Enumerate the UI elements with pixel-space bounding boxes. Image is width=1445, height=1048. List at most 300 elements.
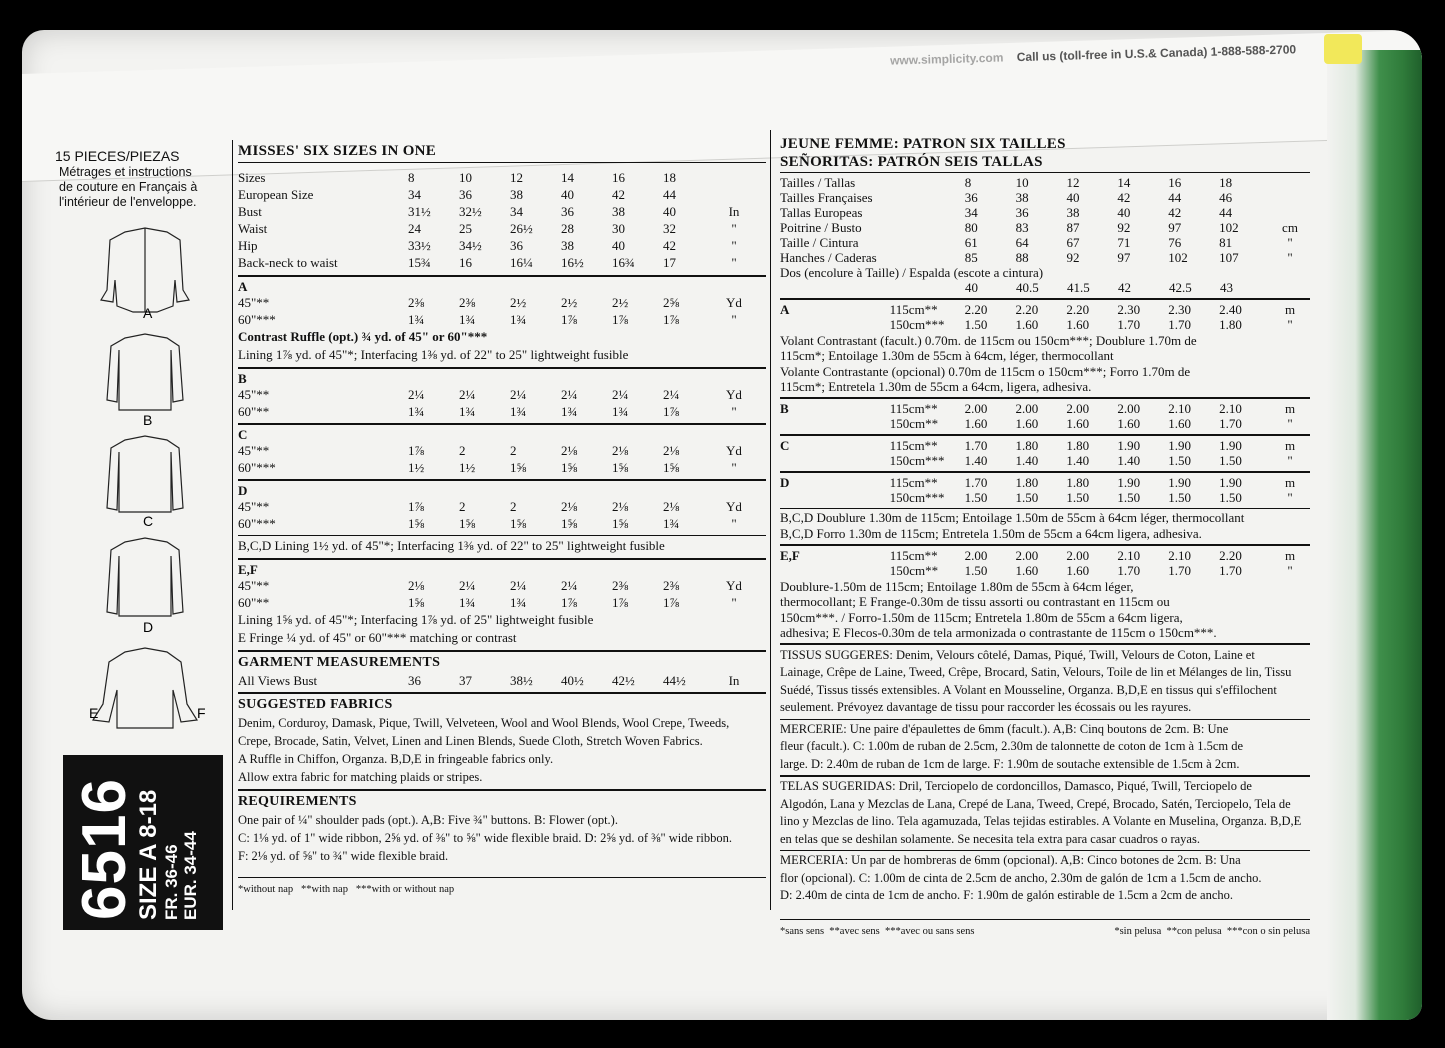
table-cell: " xyxy=(731,516,737,531)
table-cell: 2½ xyxy=(510,295,527,310)
table-cell: 2¼ xyxy=(561,387,578,402)
table-cell: 1⅝ xyxy=(561,516,578,531)
table-cell xyxy=(714,169,754,186)
telas-sugeridas xyxy=(780,778,1310,848)
table-row xyxy=(780,250,1310,265)
table-cell: 37 xyxy=(459,673,472,688)
table-row xyxy=(780,416,1310,432)
table-cell: 1.60 xyxy=(1168,416,1191,431)
table-cell: 2.10 xyxy=(1168,547,1191,563)
table-cell: 1.40 xyxy=(1117,453,1141,468)
table-row xyxy=(238,186,754,203)
table-cell: m xyxy=(1284,400,1296,416)
table-cell: " xyxy=(731,312,737,327)
table-cell: 43 xyxy=(1220,280,1233,295)
table-cell: 1¾ xyxy=(459,404,476,419)
table-cell: 14 xyxy=(561,170,574,185)
row-label: 45"** xyxy=(238,295,270,310)
table-row xyxy=(238,403,754,420)
text-line: TELAS SUGERIDAS: Dril, Terciopelo de cordoncillos, Damasco, Piqué, Twill, Terciopelo de xyxy=(780,779,1252,793)
rule xyxy=(780,919,1310,920)
table-cell: " xyxy=(731,255,737,270)
rule xyxy=(780,643,1310,645)
table-row xyxy=(780,438,1310,454)
table-cell: 1.90 xyxy=(1168,437,1191,453)
rule xyxy=(780,397,1310,399)
row-label: 115cm** xyxy=(889,547,938,563)
table-cell: 32 xyxy=(663,221,676,236)
size-table xyxy=(238,169,754,271)
table-cell: 2⅛ xyxy=(408,578,425,593)
view-label: D xyxy=(780,474,790,490)
table-cell: 1.60 xyxy=(1015,317,1039,332)
table-cell: 1.80 xyxy=(1219,317,1242,332)
table-row xyxy=(238,498,754,515)
table-cell: 102 xyxy=(1168,250,1188,265)
text-line: One pair of ¼" shoulder pads (opt.). A,B: Five ¾" buttons. B: Flower (opt.). xyxy=(238,813,618,827)
view-label: B xyxy=(238,371,247,386)
table-cell: 40 xyxy=(1066,190,1080,205)
text-line: Algodón, Lana y Mezclas de Lana, Crepé de Lana, Tweed, Crepé, Brocado, Satén, Terciopelo, Tela de xyxy=(780,796,1291,811)
table-cell: 1¾ xyxy=(561,404,578,419)
view-label: C xyxy=(780,437,790,453)
table-cell: " xyxy=(1287,250,1293,265)
table-cell: " xyxy=(731,238,737,253)
table-cell: 1.70 xyxy=(1219,416,1242,431)
text-line: C: 1⅛ yd. of 1" wide ribbon, 2⅝ yd. of ⅜" to ⅝" wide flexible braid. D: 2⅝ yd. of ⅜" wide ribbon. xyxy=(238,831,732,845)
row-label: 45"** xyxy=(238,387,270,402)
fabrics-title: SUGGESTED FABRICS xyxy=(238,697,393,712)
text-line: MERCERIE: Une paire d'épaulettes de 6mm (facult.). A,B: Cinq boutons de 2cm. B: Une xyxy=(780,721,1229,736)
table-cell: 40 xyxy=(1117,205,1131,220)
table-row xyxy=(238,577,754,594)
metric-ef-notes xyxy=(780,579,1310,641)
table-cell: 2.10 xyxy=(1168,400,1191,416)
table-cell: 76 xyxy=(1168,235,1182,250)
table-cell: 1.70 xyxy=(1117,317,1141,332)
table-row xyxy=(780,490,1310,506)
row-label: Taille / Cintura xyxy=(780,235,859,250)
table-cell: 1⅝ xyxy=(612,516,629,531)
table-row xyxy=(780,280,1271,296)
table-cell: 1¾ xyxy=(408,312,425,327)
back-length-table xyxy=(780,280,1271,296)
table-cell: 36 xyxy=(408,673,421,688)
pattern-number: 6516 xyxy=(70,778,139,920)
table-cell: 42 xyxy=(1168,205,1182,220)
table-cell: 1⅝ xyxy=(408,595,425,610)
table-row xyxy=(238,203,754,220)
table-cell: 34 xyxy=(964,205,978,220)
table-cell: 1.50 xyxy=(964,563,988,578)
table-cell: 2¼ xyxy=(510,578,527,593)
table-cell: 18 xyxy=(1219,175,1233,190)
table-cell: 1.60 xyxy=(964,416,988,431)
row-label: Back-neck to waist xyxy=(238,255,338,270)
table-cell: " xyxy=(1287,317,1293,332)
spacer xyxy=(780,280,965,296)
table-cell: 2¼ xyxy=(459,578,476,593)
table-cell: " xyxy=(1287,416,1293,431)
table-cell: 36 xyxy=(1015,205,1029,220)
table-cell: 1¾ xyxy=(510,312,527,327)
view-label-c: C xyxy=(143,513,154,529)
view-label: A xyxy=(238,279,248,294)
text-line: B,C,D Doublure 1.30m de 115cm; Entoilage 1.50m de 55cm à 64cm léger, thermocollant xyxy=(780,509,1245,525)
row-label: 115cm** xyxy=(889,301,938,317)
table-cell: 1⅝ xyxy=(408,516,425,531)
view-label: A xyxy=(780,301,790,317)
table-row xyxy=(780,302,1310,318)
yardage-table xyxy=(780,548,1310,579)
table-cell: 97 xyxy=(1117,250,1131,265)
table-cell: 1.90 xyxy=(1117,474,1141,490)
table-cell: 16¾ xyxy=(612,255,635,270)
table-row xyxy=(780,548,1310,564)
rule xyxy=(238,692,766,694)
table-cell: 92 xyxy=(1117,220,1131,235)
table-cell: 2½ xyxy=(561,295,578,310)
spanish-footnote: *sin pelusa **con pelusa ***con o sin pelusa xyxy=(1114,925,1310,937)
table-cell: m xyxy=(1284,301,1296,317)
table-cell: 2⅛ xyxy=(561,499,578,514)
table-cell: 1.90 xyxy=(1219,474,1242,490)
table-row xyxy=(238,169,754,186)
table-cell: 102 xyxy=(1219,220,1239,235)
lining-note-a: Lining 1⅞ yd. of 45"*; Interfacing 1⅜ yd. of 22" to 25" lightweight fusible xyxy=(238,347,629,362)
table-row xyxy=(780,175,1310,190)
table-cell: 10 xyxy=(459,170,472,185)
table-cell xyxy=(1270,190,1310,205)
text-line: Doublure-1.50m de 115cm; Entoilage 1.80m de 55cm à 64cm léger, xyxy=(780,578,1134,594)
table-cell: 18 xyxy=(663,170,676,185)
table-cell: 1⅝ xyxy=(561,460,578,475)
table-cell: 2¼ xyxy=(561,578,578,593)
table-cell: 1.80 xyxy=(1015,474,1039,490)
table-cell: 17 xyxy=(663,255,676,270)
view-label xyxy=(780,490,890,506)
table-cell: 16½ xyxy=(561,255,584,270)
contrast-ruffle-note: Contrast Ruffle (opt.) ¾ yd. of 45" or 60"*** xyxy=(238,329,488,344)
table-cell: 38 xyxy=(1015,190,1029,205)
table-cell: m xyxy=(1284,474,1296,490)
table-row xyxy=(780,401,1310,417)
table-cell: In xyxy=(728,204,740,219)
text-line: B,C,D Forro 1.30m de 115cm; Entretela 1.50m de 55cm a 64cm ligera, adhesiva. xyxy=(780,525,1202,541)
view-label xyxy=(780,317,890,333)
spanish-title: SEÑORITAS: PATRÓN SEIS TALLAS xyxy=(780,154,1043,170)
table-cell: " xyxy=(1287,453,1293,468)
table-cell: 38 xyxy=(1066,205,1080,220)
table-cell: 32½ xyxy=(459,204,482,219)
rule xyxy=(780,850,1310,851)
table-cell: 2.00 xyxy=(1015,400,1039,416)
table-cell: Yd xyxy=(726,499,742,514)
yardage-table xyxy=(780,475,1310,506)
table-cell: 36 xyxy=(510,238,523,253)
fabrics-text xyxy=(238,714,766,786)
table-cell: 36 xyxy=(459,187,472,202)
view-label-e: E xyxy=(89,705,99,721)
table-cell: 1¾ xyxy=(663,516,680,531)
metric-view-d xyxy=(780,475,1310,506)
row-label: Hanches / Caderas xyxy=(780,250,877,265)
table-row xyxy=(238,294,754,311)
back-length-label: Dos (encolure à Taille) / Espalda (escote a cintura) xyxy=(780,265,1044,280)
table-cell: 85 xyxy=(964,250,978,265)
table-cell: 2 xyxy=(459,443,466,458)
row-label: All Views Bust xyxy=(238,673,318,688)
garment-table xyxy=(238,672,754,689)
table-row xyxy=(780,190,1310,205)
french-note: Métrages et instructions de couture en Français à l'intérieur de l'enveloppe. xyxy=(59,165,198,209)
divider-left xyxy=(232,140,233,910)
table-row xyxy=(238,594,754,611)
table-cell: 81 xyxy=(1219,235,1233,250)
table-cell: 1⅝ xyxy=(612,460,629,475)
table-cell: 97 xyxy=(1168,220,1182,235)
table-cell: 1.70 xyxy=(964,474,988,490)
yardage-table xyxy=(238,386,754,420)
text-line: 150cm***. / Forro-1.50m de 115cm; Entretela 1.80m de 55cm a 64cm ligera, xyxy=(780,609,1183,625)
table-cell: 1.80 xyxy=(1066,474,1090,490)
table-cell: 1⅞ xyxy=(561,312,578,327)
table-cell: 2.30 xyxy=(1168,301,1191,317)
table-cell: 88 xyxy=(1015,250,1029,265)
row-label: 60"*** xyxy=(238,460,276,475)
table-cell: 1⅝ xyxy=(459,516,476,531)
table-cell: 38½ xyxy=(510,673,533,688)
table-cell: 1⅞ xyxy=(408,443,425,458)
table-cell: 107 xyxy=(1219,250,1239,265)
table-cell: 40 xyxy=(663,204,676,219)
table-cell: 1.60 xyxy=(1117,416,1141,431)
table-cell: 1.70 xyxy=(1219,563,1242,578)
row-label: European Size xyxy=(238,187,314,202)
table-cell: 2⅜ xyxy=(408,295,425,310)
size-range: SIZE A 8-18 xyxy=(135,789,162,920)
rule xyxy=(780,544,1310,546)
text-line: Allow extra fabric for matching plaids or stripes. xyxy=(238,770,483,784)
tissus-suggeres xyxy=(780,647,1310,717)
table-cell: 1.60 xyxy=(1066,317,1090,332)
table-cell: 40½ xyxy=(561,673,584,688)
table-cell: 1.40 xyxy=(964,453,988,468)
table-cell: 71 xyxy=(1117,235,1131,250)
table-cell: 67 xyxy=(1066,235,1080,250)
table-cell: 24 xyxy=(408,221,421,236)
table-cell: 40.5 xyxy=(1016,280,1039,295)
view-c-yardage xyxy=(238,427,766,476)
text-line: F: 2⅛ yd. of ⅝" to ¾" wide flexible braid. xyxy=(238,849,449,863)
table-cell: 28 xyxy=(561,221,574,236)
table-cell: 1½ xyxy=(408,460,425,475)
row-label: Tallas Europeas xyxy=(780,205,863,220)
text-line: Volante Contrastante (opcional) 0.70m de 115cm o 150cm***; Forro 1.70m de xyxy=(780,363,1191,379)
table-cell: 1.90 xyxy=(1117,437,1141,453)
yardage-table xyxy=(238,294,754,328)
table-cell: 16 xyxy=(459,255,472,270)
row-label: 45"** xyxy=(238,443,270,458)
text-line: en telas que se deshilan solamente. Se necesita tela extra para casar cuadros o rayas. xyxy=(780,831,1200,846)
table-cell: 42 xyxy=(1118,280,1131,295)
row-label: 115cm** xyxy=(889,400,938,416)
table-cell: " xyxy=(731,460,737,475)
table-cell: 2¼ xyxy=(459,387,476,402)
yardage-table xyxy=(780,401,1310,432)
view-label-f: F xyxy=(197,705,206,721)
table-cell: " xyxy=(1287,235,1293,250)
table-cell: 1¾ xyxy=(459,595,476,610)
tape-tab xyxy=(1324,34,1362,64)
envelope-edge xyxy=(1327,50,1422,1020)
table-cell: 2.00 xyxy=(1015,547,1039,563)
table-row xyxy=(238,254,754,271)
table-cell: 1.50 xyxy=(1168,453,1191,468)
table-cell: 1⅞ xyxy=(561,595,578,610)
table-cell: 2.00 xyxy=(1066,547,1090,563)
table-cell: m xyxy=(1284,437,1296,453)
text-line: Suédé, Tissus tissés extensibles. A Volant en Mousseline, Organza. B,D,E en tissus qui s'effilochent xyxy=(780,682,1277,697)
table-cell: 44 xyxy=(1219,205,1233,220)
row-label: 115cm** xyxy=(889,474,938,490)
table-cell: 1⅝ xyxy=(663,460,680,475)
row-label: 150cm*** xyxy=(889,490,945,505)
table-cell: 2.10 xyxy=(1117,547,1141,563)
table-cell: 2.00 xyxy=(1117,400,1141,416)
table-row xyxy=(238,459,754,476)
view-label xyxy=(780,563,890,579)
table-cell: 2.00 xyxy=(1066,400,1090,416)
text-line: lino y Mezclas de lino. Tela agamuzada, Telas tejidas estirables. A Volante en Muselina, Organza. B,D,E xyxy=(780,814,1302,828)
view-label: D xyxy=(238,483,248,498)
table-cell: 34 xyxy=(408,187,421,202)
text-line: flor (opcional). C: 1.00m de cinta de 2.5cm de ancho, 2.30m de galón de 1cm a 1.5cm de ancho. xyxy=(780,870,1262,885)
fringe-note: E Fringe ¼ yd. of 45" or 60"*** matching or contrast xyxy=(238,630,517,645)
table-cell: 1.50 xyxy=(1168,490,1191,505)
mercerie xyxy=(780,721,1310,774)
rule xyxy=(780,775,1310,777)
table-cell: 38 xyxy=(510,187,523,202)
text-line: Crepe, Brocade, Satin, Velvet, Linen and Linen Blends, Suede Cloth, Stretch Woven Fabrics. xyxy=(238,734,703,748)
view-ef-yardage xyxy=(238,562,766,611)
french-spanish-column xyxy=(780,135,1310,941)
text-line: D: 2.40m de cinta de 1cm de ancho. F: 1.90m de galón estirable de 1.5cm a 2cm de ancho. xyxy=(780,888,1233,902)
table-cell: 2⅜ xyxy=(612,578,629,593)
yardage-table xyxy=(238,498,754,532)
table-cell: 2⅛ xyxy=(663,443,680,458)
table-cell: 1.60 xyxy=(1066,416,1090,431)
view-label xyxy=(780,453,890,469)
table-row xyxy=(780,563,1310,579)
row-label: Tailles / Tallas xyxy=(780,175,856,190)
text-line: thermocollant; E Frange-0.30m de tissu assorti ou contrastant en 115cm ou xyxy=(780,594,1170,609)
table-cell xyxy=(1270,175,1310,190)
table-cell: 2¼ xyxy=(510,387,527,402)
rule xyxy=(238,162,766,163)
rule xyxy=(780,298,1310,300)
table-cell: 1.70 xyxy=(964,437,988,453)
table-cell: 80 xyxy=(964,220,978,235)
table-cell: 2.00 xyxy=(964,547,988,563)
metric-view-c xyxy=(780,438,1310,469)
table-cell: 26½ xyxy=(510,221,533,236)
english-column xyxy=(238,142,766,899)
table-cell: 2⅜ xyxy=(663,578,680,593)
table-row xyxy=(780,220,1310,235)
view-label: B xyxy=(780,400,789,416)
metric-view-b xyxy=(780,401,1310,432)
table-cell: cm xyxy=(1282,220,1298,235)
table-row xyxy=(238,386,754,403)
rule xyxy=(238,275,766,277)
table-cell: 16¼ xyxy=(510,255,533,270)
table-cell: 1⅞ xyxy=(408,499,425,514)
table-cell: 1.70 xyxy=(1168,563,1191,578)
table-cell: 2 xyxy=(510,443,517,458)
table-cell: 2.20 xyxy=(1219,547,1242,563)
table-cell: 1⅝ xyxy=(510,460,527,475)
table-cell: 1.60 xyxy=(1066,563,1090,578)
table-cell: 30 xyxy=(612,221,625,236)
rule xyxy=(780,434,1310,436)
view-label-b: B xyxy=(143,412,153,428)
lining-note-ef: Lining 1⅝ yd. of 45"*; Interfacing 1⅞ yd. of 25" lightweight fusible xyxy=(238,612,594,627)
requirements-text xyxy=(238,811,766,865)
phone-text: Call us (toll-free in U.S.& Canada) 1-888-588-2700 xyxy=(1016,42,1297,65)
table-cell: 1.40 xyxy=(1015,453,1039,468)
rule xyxy=(238,650,766,652)
rule xyxy=(238,367,766,369)
text-line: 115cm*; Entretela 1.30m de 55cm a 64cm, ligera, adhesiva. xyxy=(780,379,1092,394)
table-row xyxy=(238,515,754,532)
view-label: C xyxy=(238,427,248,442)
yardage-table xyxy=(238,442,754,476)
table-row xyxy=(238,311,754,328)
table-cell: 8 xyxy=(964,175,972,190)
table-row xyxy=(238,442,754,459)
table-cell: 2 xyxy=(459,499,466,514)
table-cell: 15¾ xyxy=(408,255,431,270)
table-cell: 1¾ xyxy=(510,404,527,419)
rule xyxy=(238,558,766,560)
table-cell: 2⅛ xyxy=(612,443,629,458)
table-cell: 1.70 xyxy=(1117,563,1141,578)
row-label: 60"** xyxy=(238,404,270,419)
table-cell: 1¾ xyxy=(612,404,629,419)
table-cell: 1.80 xyxy=(1015,437,1039,453)
table-cell: 2.30 xyxy=(1117,301,1141,317)
rule xyxy=(780,719,1310,720)
left-column xyxy=(35,147,220,210)
row-label: Waist xyxy=(238,221,268,236)
row-label: Sizes xyxy=(238,170,266,185)
pattern-number-block xyxy=(70,740,200,920)
table-cell: 1.50 xyxy=(1219,490,1242,505)
table-cell: 34 xyxy=(510,204,523,219)
row-label: Tailles Françaises xyxy=(780,190,873,205)
table-cell: 1.80 xyxy=(1066,437,1090,453)
table-cell: 8 xyxy=(408,170,415,185)
table-cell xyxy=(1270,205,1310,220)
metric-a-notes xyxy=(780,333,1310,395)
table-cell: 1.50 xyxy=(1117,490,1141,505)
row-label: 150cm** xyxy=(889,563,939,578)
rule xyxy=(238,877,766,878)
table-cell: " xyxy=(1287,490,1293,505)
table-cell: 1⅞ xyxy=(663,312,680,327)
table-cell: 12 xyxy=(1066,175,1080,190)
